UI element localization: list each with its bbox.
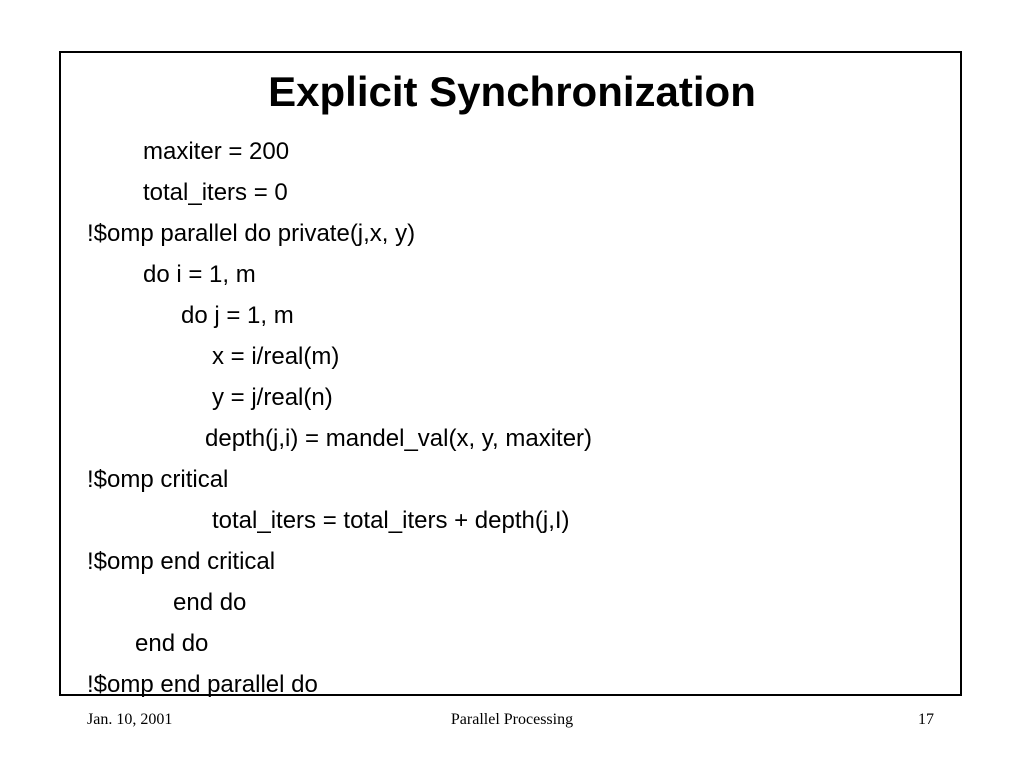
code-line: maxiter = 200 bbox=[143, 138, 290, 165]
code-line: !$omp critical bbox=[87, 466, 229, 493]
code-line: y = j/real(n) bbox=[212, 384, 333, 411]
code-line: end do bbox=[173, 589, 247, 616]
code-line: do i = 1, m bbox=[143, 261, 256, 288]
code-line: depth(j,i) = mandel_val(x, y, maxiter) bbox=[205, 425, 593, 452]
footer-page-number: 17 bbox=[918, 711, 934, 728]
code-line: !$omp end parallel do bbox=[87, 671, 318, 698]
code-line: !$omp end critical bbox=[87, 548, 276, 575]
code-line: !$omp parallel do private(j,x, y) bbox=[87, 220, 416, 247]
code-line: end do bbox=[135, 630, 209, 657]
code-line: total_iters = total_iters + depth(j,I) bbox=[212, 507, 570, 534]
code-line: do j = 1, m bbox=[181, 302, 294, 329]
footer-course: Parallel Processing bbox=[450, 711, 574, 728]
slide-title: Explicit Synchronization bbox=[268, 68, 756, 115]
code-line: total_iters = 0 bbox=[143, 179, 288, 206]
footer-date: Jan. 10, 2001 bbox=[87, 711, 173, 728]
code-line: x = i/real(m) bbox=[212, 343, 340, 370]
